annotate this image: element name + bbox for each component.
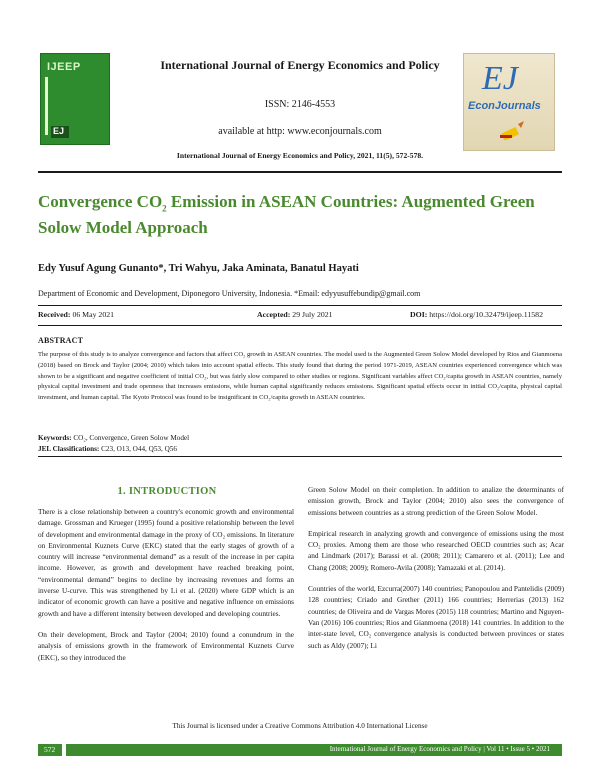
affiliation: Department of Economic and Development, Diponegoro University, Indonesia. *Email: edyyusuffebundip@gmail.com [38, 289, 421, 298]
paragraph: There is a close relationship between a country's economic growth and environmental damage. Grossman and Krueger (1995) found a positive relationship between the level of development and environmental damage in the proxy of CO₂ emissions. In literature on Environmental Kuznets Curve (EKC) stated that the early stages of growth of a country will increase “environmental demand” as a result of the increase in per capita income. However, as growth and development have reached breaking point, “environmental demand” begins to decline by increasing revenues and forms an inverse U-curve. This was strengthened by Li et al. (2020) where GDP which is an indicator of economic growth can have a positive and negative influence on emissions growth and have a different intensity between developed and developing countries. [38, 507, 294, 618]
availability-link[interactable]: available at http: www.econjournals.com [218, 126, 382, 137]
received-date: Received: 06 May 2021 [38, 310, 115, 319]
doi-link[interactable]: DOI: https://doi.org/10.32479/ijeep.11582 [410, 310, 543, 319]
journal-cover-thumbnail [40, 53, 110, 145]
paragraph: On their development, Brock and Taylor (2004; 2010) found a conundrum in the analysis of emissions growth in the framework of Environmental Kuznets Curve (EKC), so they introduced the [38, 629, 294, 662]
cover-logo-icon: EJ [51, 126, 69, 138]
divider [38, 305, 562, 306]
jel-classifications: JEL Classifications: C23, O13, O44, Q53, Q56 [38, 445, 177, 453]
abstract-text: The purpose of this study is to analyze convergence and factors that affect CO₂ growth in ASEAN countries. The model used is the Augmented Green Solow Model developed by Rios and Gianmoena (2018) based on Brock and Taylor (2004; 2010) which takes into account spatial effects. This study found that during the period 1971-2019, ASEAN countries experienced convergence which was shown to be a significant and negative coefficient of initial CO₂, but was fairly slow compared to other studies or regions. Significant variables affect CO₂/capita growth in ASEAN countries, namely physical capital investment and trade openness that increases emissions, while human capital significantly reduces emissions. Significant spatial effects occur in initial CO₂/capita, physical capital investment, and human capital. The Kyoto Protocol was found to be insignificant in CO₂/capita growth in ASEAN countries. [38, 351, 562, 402]
pencil-icon [500, 118, 526, 140]
divider [38, 325, 562, 326]
abstract-heading: ABSTRACT [38, 336, 84, 345]
footer-separator [62, 744, 66, 756]
paragraph: Countries of the world, Ezcurra(2007) 140 countries; Panopoulou and Pantelidis (2009) 128 countries; Criado and Grether (2011) 166 countries; Herrerias (2013) 162 countries; de Oliveira and de Vargas Mores (2015) 118 countries; Martino and Nguyen-Van (2016) 106 countries; Rios and Gianmoena (2018) 141 countries. In addition to the inter-state level, CO₂ convergence analysis is conducted between provinces or states such as Aldy (2007); Li [308, 584, 564, 650]
license-note: This Journal is licensed under a Creative Commons Attribution 4.0 International License [172, 722, 428, 730]
footer-journal-line: International Journal of Energy Economics and Policy | Vol 11 • Issue 5 • 2021 [329, 745, 550, 753]
cover-stripe [45, 77, 48, 135]
accepted-date: Accepted: 29 July 2021 [257, 310, 333, 319]
cover-title: IJEEP [47, 61, 81, 73]
header-divider [38, 171, 562, 173]
article-title: Convergence $CO_2$ Emission in ASEAN Countries: Augmented Green Solow Model Approach [38, 192, 535, 238]
page-number: 572 [44, 745, 56, 754]
body-column-left [38, 506, 294, 673]
econjournals-logo [463, 53, 555, 151]
keywords-block [38, 433, 189, 455]
body-column-right [308, 484, 564, 661]
paragraph: Empirical research in analyzing growth and convergence of emissions using the most CO₂ proxies. Among them are those who researched OECD countries such as; Acar and Lindmark (2017); Barassi et al. (2008; 2011); Camarero et al. (2011); Lee and Chang (2008; 2009); Romero-Avila (2008); Yamazaki et al. (2014). [308, 528, 564, 572]
author-list: Edy Yusuf Agung Gunanto*, Tri Wahyu, Jaka Aminata, Banatul Hayati [38, 263, 359, 274]
footer-bar [38, 744, 562, 756]
section-heading: 1. INTRODUCTION [117, 486, 217, 497]
citation-line: International Journal of Energy Economics and Policy, 2021, 11(5), 572-578. [176, 151, 424, 160]
journal-title: International Journal of Energy Economics and Policy [160, 58, 440, 72]
ej-logo-text: EJ [482, 60, 518, 97]
keywords: Keywords: CO₂, Convergence, Green Solow Model [38, 434, 190, 442]
issn: ISSN: 2146-4553 [264, 99, 336, 110]
divider [38, 456, 562, 457]
paragraph: Green Solow Model on their completion. In addition to analize the determinants of emission growth, Brock and Taylor (2004; 2010) also sees the convergence of emissions between countries as a strong prediction of the Green Solow Model. [308, 485, 564, 517]
econjournals-wordmark: EconJournals [468, 100, 541, 112]
